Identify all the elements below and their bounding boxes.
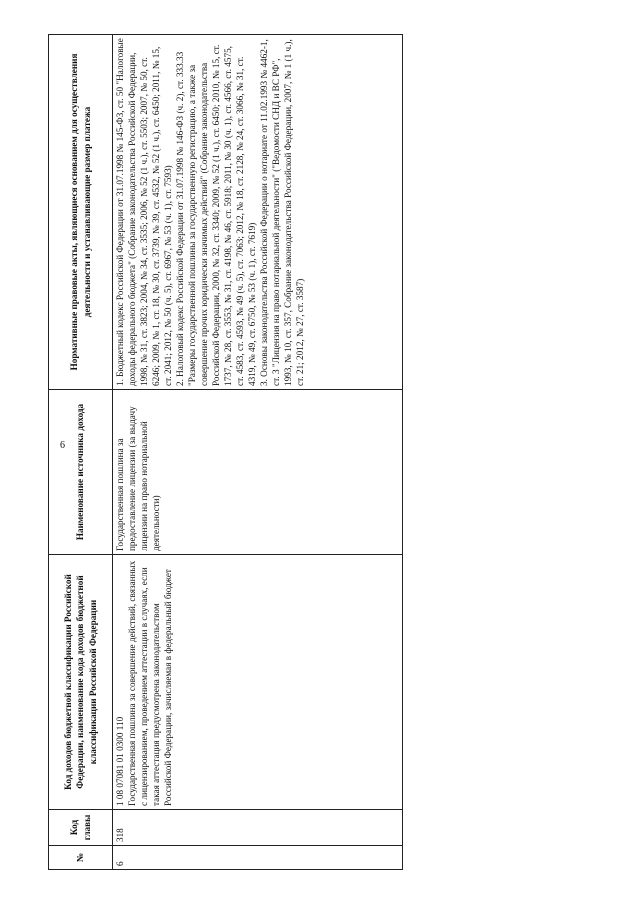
table-row — [113, 35, 403, 870]
cell-legal-acts — [113, 35, 403, 390]
rotated-table-container — [48, 35, 403, 870]
table-header-row — [49, 35, 113, 870]
cell-budget-code — [113, 555, 403, 810]
cell-chapter-code: 318 — [113, 810, 403, 846]
header-num: № — [49, 846, 113, 870]
header-legal-acts: Нормативные правовые акты, являющиеся основанием для осуществления деятельности и устанавливающие размер платежа — [49, 35, 113, 390]
cell-source-name: Государственная пошлина за предоставление лицензии (за выдачу лицензии на право нотариальной деятельности) — [113, 390, 403, 555]
page-number: 6 — [60, 440, 65, 451]
header-chapter-code: Код главы — [49, 810, 113, 846]
header-budget-code: Код доходов бюджетной классификации Российской Федерации, наименование кода доходов бюджетной классификации Российской Федерации — [49, 555, 113, 810]
cell-num: 6 — [113, 846, 403, 870]
legal-act-item: 2. Налоговый кодекс Российской Федерации от 31.07.1998 № 146-ФЗ (ч. 2), ст. 333.33 "Размеры государственной пошлины за государственную регистрацию, а также за совершение прочих юридически значимых действий" (Собрание законодательства Российской Федерации, 2000, № 32, ст. 3340; 2009, № 52 (1 ч.), ст. 6450; 2010, № 15, ст. 1737, № 28, ст. 3553, № 31, ст. 4198, № 46, ст. 5918; 2011, № 30 (ч. 1), ст. 4566, ст. 4575, ст. 4583, ст. 4593, № 49 (ч. 5), ст. 7063; 2012, № 18, ст. 2128, № 24, ст. 3066, № 31, ст. 4319, № 49, ст. 6750, № 53 (ч. 1), ст. 7619) — [175, 44, 257, 386]
budget-code-value: 1 08 07081 01 0300 110 — [115, 716, 125, 806]
budget-code-name: Государственная пошлина за совершение действий, связанных с лицензированием, проведением аттестации в случаях, если такая аттестация предусмотрена законодательством Российской Федерации, зачисляемая в федеральный бюджет — [127, 560, 173, 806]
legal-act-item: 3. Основы законодательства Российской Федерации о нотариате от 11.02.1993 № 4462-1, ст. 3 "Лицензия на право нотариальной деятельности" ("Ведомости СНД и ВС РФ", 1993, № 10, ст. 357, Собрание законодательства Российской Федерации, 2007, № 1 (1 ч.), ст. 21; 2012, № 27, ст. 3587) — [259, 39, 305, 386]
budget-income-table — [48, 34, 403, 870]
rotated-table-frame — [48, 35, 403, 870]
legal-act-item: 1. Бюджетный кодекс Российской Федерации от 31.07.1998 № 145-ФЗ, ст. 50 "Налоговые доходы федерального бюджета" (Собрание законодательства Российской Федерации, 1998, № 31, ст. 3823; 2004, № 34, ст. 3535; 2006, № 52 (1 ч.), ст. 5503; 2007, № 50, ст. 6246; 2009, № 1, ст. 18, № 30, ст. 3739, № 39, ст. 4532, № 52 (1 ч.), ст. 6450; 2011, № 15, ст. 2041; 2012, № 50 (ч. 5), ст. 6967, № 53 (ч. 1), ст. 7593) — [115, 38, 173, 386]
header-source-name: Наименование источника дохода — [49, 390, 113, 555]
